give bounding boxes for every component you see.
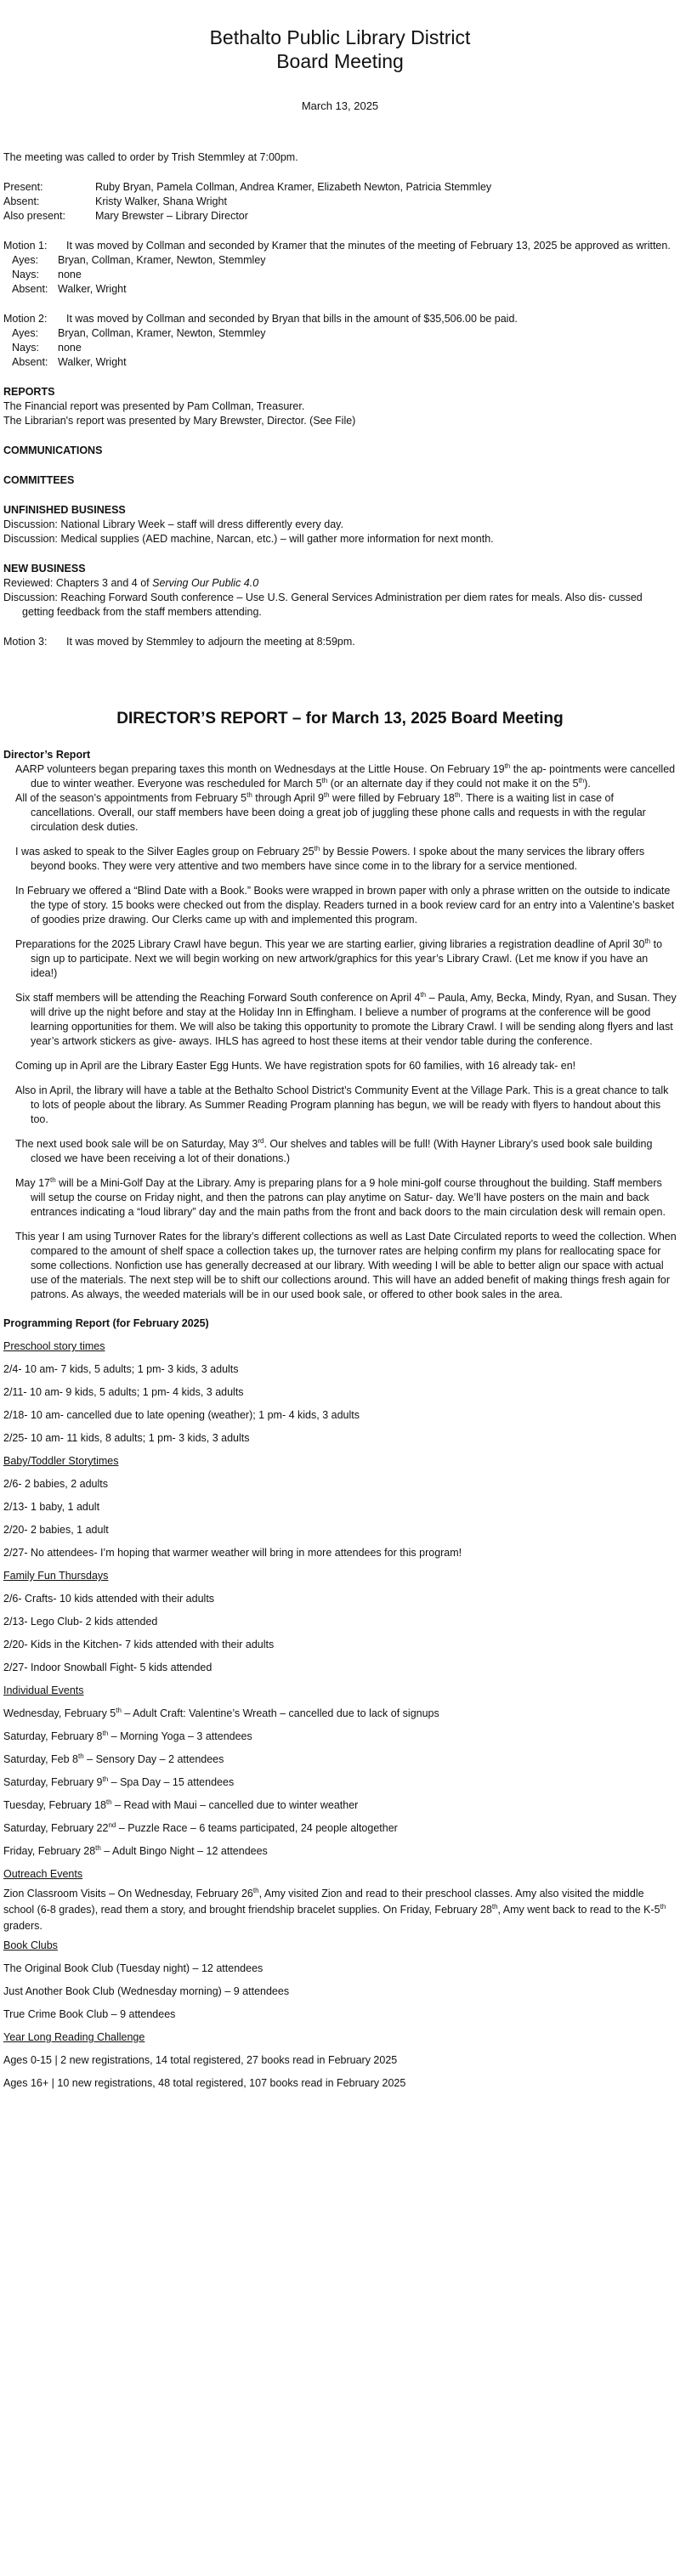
list-item: 2/25- 10 am- 11 kids, 8 adults; 1 pm- 3 kids, 3 adults (3, 1432, 250, 1444)
text-span: Zion Classroom Visits – On Wednesday, February 26 (3, 1888, 253, 1899)
list-item: Just Another Book Club (Wednesday morning) – 9 attendees (3, 1985, 290, 1997)
list-item: Ages 16+ | 10 new registrations, 48 total registered, 107 books read in February 2025 (3, 2077, 406, 2089)
director-paragraph: In February we offered a “Blind Date with a Book.” Books were wrapped in brown paper with only a phrase written on the outside to indicate the type of story. 15 books were checked out from the display. Readers turned in a book review card for an entry into a Valentine’s basket of goodies prize drawing. Our Clerks came up with and implemented this program. (15, 885, 675, 926)
director-paragraph: Coming up in April are the Library Easter Egg Hunts. We have registration spots for 60 families, with 16 already tak- en! (15, 1060, 576, 1072)
text-span: were filled by February 18 (329, 792, 455, 804)
ordinal-suffix: th (491, 1902, 498, 1911)
ordinal-suffix: th (95, 1843, 101, 1852)
book-clubs-heading: Book Clubs (3, 1939, 58, 1951)
text-span: – Puzzle Race – 6 teams participated, 24 people altogether (116, 1822, 398, 1834)
text-span: Tuesday, February 18 (3, 1799, 106, 1811)
communications-heading: COMMUNICATIONS (3, 444, 103, 456)
text-span: Wednesday, February 5 (3, 1707, 116, 1719)
document-header (3, 0, 677, 113)
committees-heading: COMMITTEES (3, 474, 75, 486)
text-span: – Adult Bingo Night – 12 attendees (100, 1845, 268, 1857)
toddler-heading: Baby/Toddler Storytimes (3, 1455, 119, 1467)
list-item: The Original Book Club (Tuesday night) – 12 attendees (3, 1962, 264, 1974)
text-span: graders. (3, 1920, 42, 1932)
list-item: 2/13- 1 baby, 1 adult (3, 1501, 100, 1513)
family-heading: Family Fun Thursdays (3, 1570, 109, 1582)
preschool-heading: Preschool story times (3, 1340, 105, 1352)
ordinal-suffix: th (50, 1175, 56, 1184)
list-item: 2/6- Crafts- 10 kids attended with their adults (3, 1593, 215, 1605)
text-span: . Our shelves and tables will be full! (With Hayner Library’s used book sale building closed we have been receiving a lot of their donations.) (31, 1138, 653, 1164)
list-item: True Crime Book Club – 9 attendees (3, 2008, 176, 2020)
text-span: Saturday, February 22 (3, 1822, 109, 1834)
ordinal-suffix: th (314, 844, 320, 852)
director-paragraph (3, 845, 677, 874)
director-paragraph (3, 762, 677, 791)
unfinished-item: Discussion: National Library Week – staff will dress differently every day. (3, 518, 343, 530)
librarian-report: The Librarian's report was presented by Mary Brewster, Director. (See File) (3, 415, 356, 427)
director-paragraph: Also in April, the library will have a table at the Bethalto School District’s Community Event at the Village Park. This is a great chance to talk to lots of people about the library. As Summer Reading Program planning has begun, we will be ready with flyers to handout about this too. (15, 1084, 669, 1125)
text-span: I was asked to speak to the Silver Eagles group on February 25 (15, 846, 314, 858)
ordinal-suffix: th (246, 790, 252, 799)
new-business-reviewed: Reviewed: Chapters 3 and 4 of Serving Our Public 4.0 (3, 577, 259, 589)
new-business-discussion: Discussion: Reaching Forward South conference – Use U.S. General Services Administration per diem rates for meals. Also dis- cussed getting feedback from the staff members attending. (3, 592, 643, 618)
text-span: . There is a waiting list in case of cancellations. Overall, our staff members have been doing a great job of juggling these phone calls and requests in with the regular circulation desk duties. (31, 792, 646, 833)
director-paragraph (3, 791, 677, 835)
list-item: 2/27- Indoor Snowball Fight- 5 kids attended (3, 1662, 212, 1673)
text-span: , Amy went back to read to the K-5 (497, 1904, 660, 1916)
text-span: The next used book sale will be on Saturday, May 3 (15, 1138, 258, 1150)
list-item (3, 1840, 677, 1863)
motion-1-ayes: Ayes: Bryan, Collman, Kramer, Newton, Stemmley (12, 254, 266, 266)
library-title: Bethalto Public Library District (209, 26, 471, 48)
motion-2: Motion 2: It was moved by Collman and seconded by Bryan that bills in the amount of $35,506.00 be paid. Ayes: Bryan, Collman, Kramer, Newton, Stemmley Nays: none Absent: Walker, Wright (3, 312, 677, 370)
ordinal-suffix: th (102, 1775, 109, 1783)
meeting-date: March 13, 2025 (301, 99, 379, 112)
list-item: 2/11- 10 am- 9 kids, 5 adults; 1 pm- 4 kids, 3 adults (3, 1386, 244, 1398)
ordinal-suffix: th (660, 1902, 666, 1911)
text-span: (or an alternate day if they could not make it on the 5 (327, 778, 579, 790)
text-span: to sign up to participate. Next we will begin working on new artwork/graphics for this year’s Library Crawl. (Let me know if you have an idea!) (31, 938, 663, 979)
director-report-title: DIRECTOR’S REPORT – for March 13, 2025 Board Meeting (116, 710, 564, 728)
list-item: 2/4- 10 am- 7 kids, 5 adults; 1 pm- 3 kids, 3 adults (3, 1363, 239, 1375)
text-span: by Bessie Powers. I spoke about the many services the library offers beyond books. They were very attentive and two members have since come in to the library for a service mentioned. (31, 846, 645, 872)
text-span: – Read with Maui – cancelled due to winter weather (111, 1799, 359, 1811)
attendance-absent: Absent: Kristy Walker, Shana Wright (3, 195, 227, 207)
director-paragraph (3, 991, 677, 1049)
programming-heading: Programming Report (for February 2025) (3, 1317, 209, 1329)
director-report-heading: Director’s Report (3, 749, 91, 761)
ordinal-suffix: th (252, 1886, 259, 1894)
ordinal-suffix: th (323, 790, 330, 799)
list-item (3, 1817, 677, 1840)
text-span: will be a Mini-Golf Day at the Library. Amy is preparing plans for a 9 hole mini-golf course throughout the building. Staff members will setup the course on Friday night, and then the patrons can play anytime on Satur- day. We’ll have posters on the main and back entrances indicating a “loud library” day and the main paths from the front and back doors to the main circulation desk will remain open. (31, 1177, 666, 1218)
list-item: 2/20- 2 babies, 1 adult (3, 1524, 109, 1536)
ordinal-suffix: th (321, 776, 328, 784)
list-item (3, 1748, 677, 1771)
ordinal-suffix: th (578, 776, 585, 784)
list-item: 2/27- No attendees- I’m hoping that warmer weather will bring in more attendees for this program! (3, 1547, 462, 1559)
text-span: Preparations for the 2025 Library Crawl have begun. This year we are starting earlier, giving libraries a registration deadline of April 30 (15, 938, 645, 950)
ordinal-suffix: nd (108, 1820, 116, 1829)
director-paragraph: This year I am using Turnover Rates for the library’s different collections as well as Last Date Circulated reports to weed the collection. When compared to the amount of shelf space a collection takes up, the turnover rates are helping confirm my plans for reallocating space for some collections. Nonfiction use has generally decreased at our library. With weeding I will be able to better align our space with actual use of the materials. The next step will be to shift our collections around. This will have an added benefit of making things fresh again for patrons. As always, the weeded materials will be in our used book sale, or offered to other book sales in the area. (15, 1231, 677, 1300)
list-item (3, 1702, 677, 1725)
text-span: May 17 (15, 1177, 50, 1189)
individual-events-heading: Individual Events (3, 1684, 84, 1696)
text-span: ). (584, 778, 591, 790)
call-to-order: The meeting was called to order by Trish Stemmley at 7:00pm. (3, 151, 298, 163)
list-item: 2/6- 2 babies, 2 adults (3, 1478, 108, 1490)
motion-1: Motion 1: It was moved by Collman and seconded by Kramer that the minutes of the meeting of February 13, 2025 be approved as written. Ayes: Bryan, Collman, Kramer, Newton, Stemmley Nays: none Absent: Walker, Wright (3, 239, 677, 297)
motion-2-absent: Absent: Walker, Wright (12, 356, 127, 368)
list-item: 2/18- 10 am- cancelled due to late opening (weather); 1 pm- 4 kids, 3 adults (3, 1409, 360, 1421)
ordinal-suffix: th (420, 990, 427, 999)
list-item: 2/20- Kids in the Kitchen- 7 kids attended with their adults (3, 1639, 275, 1650)
director-paragraph (3, 1137, 677, 1166)
financial-report: The Financial report was presented by Pam Collman, Treasurer. (3, 400, 305, 412)
ordinal-suffix: th (644, 937, 651, 945)
reports-heading: REPORTS (3, 386, 55, 398)
text-span: Saturday, February 9 (3, 1776, 103, 1788)
meeting-title: Board Meeting (276, 50, 404, 72)
list-item (3, 1794, 677, 1817)
director-paragraph (3, 1176, 677, 1220)
unfinished-item: Discussion: Medical supplies (AED machine, Narcan, etc.) – will gather more information for next month. (3, 533, 494, 545)
ordinal-suffix: th (504, 761, 511, 770)
motion-1-absent: Absent: Walker, Wright (12, 283, 127, 295)
text-span: AARP volunteers began preparing taxes this month on Wednesdays at the Little House. On February 19 (15, 763, 505, 775)
list-item (3, 1725, 677, 1748)
text-span: through April 9 (252, 792, 324, 804)
text-span: – Morning Yoga – 3 attendees (108, 1730, 252, 1742)
text-span: Saturday, February 8 (3, 1730, 103, 1742)
motion-1-nays: Nays: none (12, 269, 82, 280)
outreach-heading: Outreach Events (3, 1868, 83, 1880)
ordinal-suffix: th (116, 1706, 122, 1714)
text-span: – Paula, Amy, Becka, Mindy, Ryan, and Susan. They will drive up the night before and stay at the Holiday Inn in Effingham. I believe a number of programs at the conference will be good learning opportunities for them. We will also be taking this opportunity to promote the Library Crawl. I will be sending along flyers and last year’s artwork stickers as give- aways. IHLS has agreed to host these items at their vendor table during the conference. (31, 992, 677, 1047)
text-span: Saturday, Feb 8 (3, 1753, 79, 1765)
ordinal-suffix: th (78, 1752, 84, 1760)
text-span: the ap- pointments were cancelled due to winter weather. Everyone was rescheduled for March 5 (31, 763, 676, 790)
text-span: – Spa Day – 15 attendees (108, 1776, 235, 1788)
unfinished-business-heading: UNFINISHED BUSINESS (3, 504, 126, 516)
text-span: All of the season’s appointments from February 5 (15, 792, 247, 804)
reading-challenge-heading: Year Long Reading Challenge (3, 2031, 145, 2043)
text-span: – Sensory Day – 2 attendees (83, 1753, 224, 1765)
list-item (3, 1771, 677, 1794)
ordinal-suffix: th (454, 790, 461, 799)
motion-2-ayes: Ayes: Bryan, Collman, Kramer, Newton, Stemmley (12, 327, 266, 339)
attendance (3, 180, 677, 224)
attendance-present: Present: Ruby Bryan, Pamela Collman, Andrea Kramer, Elizabeth Newton, Patricia Stemmley (3, 181, 492, 193)
ordinal-suffix: rd (258, 1136, 264, 1145)
motion-3: Motion 3: It was moved by Stemmley to adjourn the meeting at 8:59pm. (3, 636, 355, 648)
book-title: Serving Our Public 4.0 (152, 577, 259, 589)
list-item: 2/13- Lego Club- 2 kids attended (3, 1616, 158, 1628)
attendance-also-present: Also present: Mary Brewster – Library Director (3, 210, 248, 222)
text-span: Friday, February 28 (3, 1845, 96, 1857)
text-span: Six staff members will be attending the Reaching Forward South conference on April 4 (15, 992, 421, 1004)
text-span: – Adult Craft: Valentine’s Wreath – cancelled due to lack of signups (121, 1707, 439, 1719)
list-item: Ages 0-15 | 2 new registrations, 14 total registered, 27 books read in February 2025 (3, 2054, 398, 2066)
text-span: , Amy visited Zion and read to their preschool classes. Amy also visited the middle school (6-8 grades), read them a story, and brought friendship bracelet supplies. On Friday, February 28 (3, 1888, 644, 1916)
director-paragraph (3, 937, 677, 981)
ordinal-suffix: th (102, 1729, 109, 1737)
outreach-text (3, 1886, 677, 1934)
new-business-heading: NEW BUSINESS (3, 563, 86, 575)
ordinal-suffix: th (105, 1798, 112, 1806)
motion-2-nays: Nays: none (12, 342, 82, 354)
